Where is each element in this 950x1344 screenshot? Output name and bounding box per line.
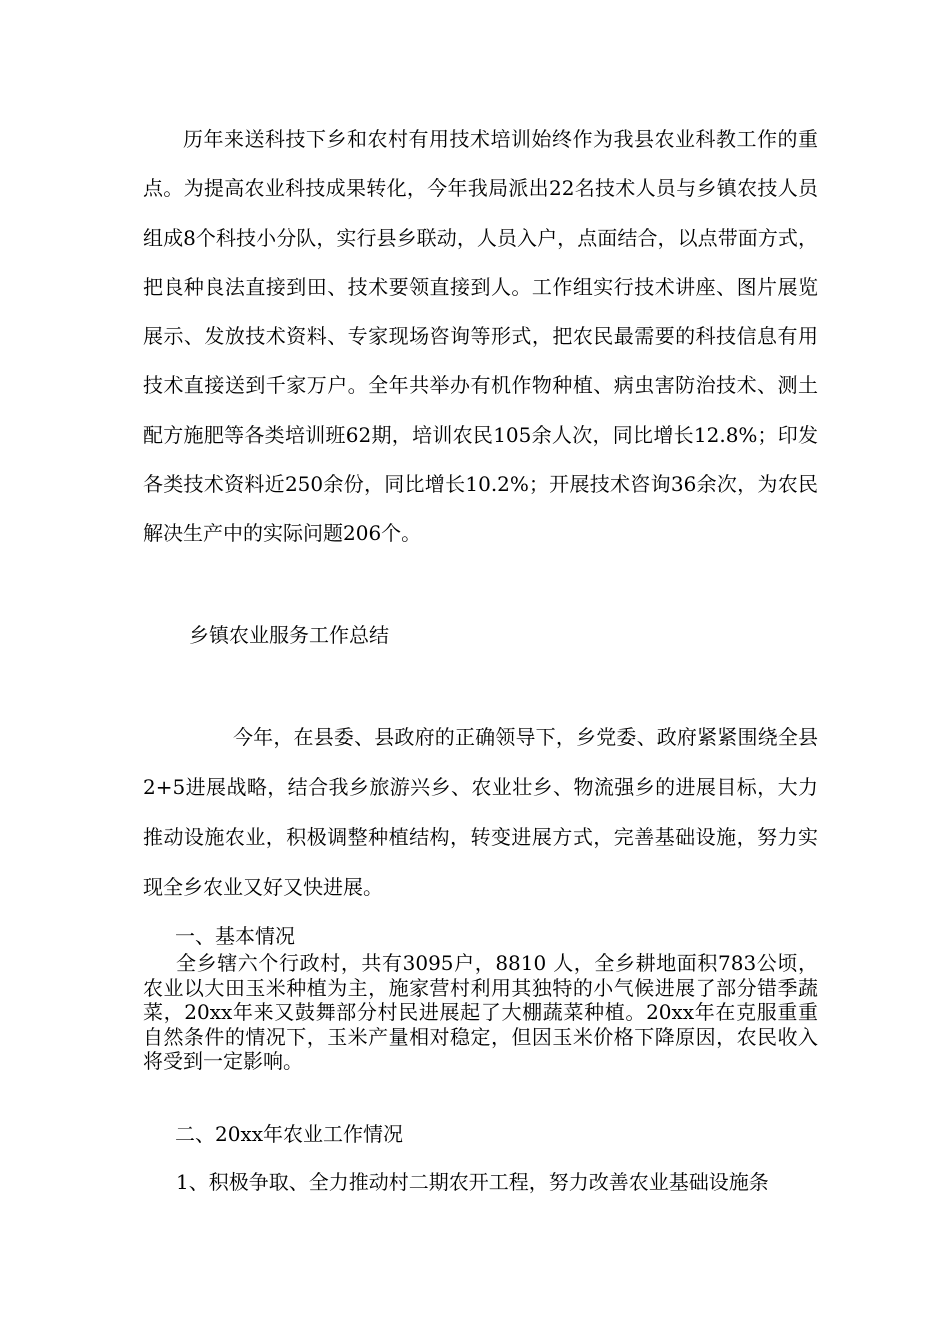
body-paragraph-intro: 今年，在县委、县政府的正确领导下，乡党委、政府紧紧围绕全县2+5进展战略，结合我乡旅游兴乡、农业壮乡、物流强乡的进展目标，大力推动设施农业，积极调整种植结构，转变进展方式，完善基础设施，努力实现全乡农业又好又快进展。 — [143, 725, 818, 899]
body-paragraph-basic-situation: 全乡辖六个行政村，共有3095户，8810 人，全乡耕地面积783公顷，农业以大田玉米种植为主，施家营村利用其独特的小气候进展了部分错季蔬菜，20xx年来又鼓舞部分村民进展起了大棚蔬菜种植。20xx年在克服重重自然条件的情况下，玉米产量相对稳定，但因玉米价格下降原因，农民收入将受到一定影响。 — [143, 951, 818, 1074]
section-heading-basic-situation: 一、基本情况 — [175, 924, 295, 948]
section-heading-agriculture-work: 二、20xx年农业工作情况 — [175, 1122, 404, 1146]
body-paragraph-item-1: 1、积极争取、全力推动村二期农开工程，努力改善农业基础设施条 — [176, 1170, 769, 1194]
body-paragraph-training: 历年来送科技下乡和农村有用技术培训始终作为我县农业科教工作的重点。为提高农业科技成果转化，今年我局派出22名技术人员与乡镇农技人员组成8个科技小分队，实行县乡联动，人员入户，点面结合，以点带面方式，把良种良法直接到田、技术要领直接到人。工作组实行技术讲座、图片展览展示、发放技术资料、专家现场咨询等形式，把农民最需要的科技信息有用技术直接送到千家万户。全年共举办有机作物种植、病虫害防治技术、测土配方施肥等各类培训班62期，培训农民105余人次，同比增长12.8%；印发各类技术资料近250余份，同比增长10.2%；开展技术咨询36余次，为农民解决生产中的实际问题206个。 — [143, 127, 818, 546]
document-title: 乡镇农业服务工作总结 — [189, 623, 389, 647]
